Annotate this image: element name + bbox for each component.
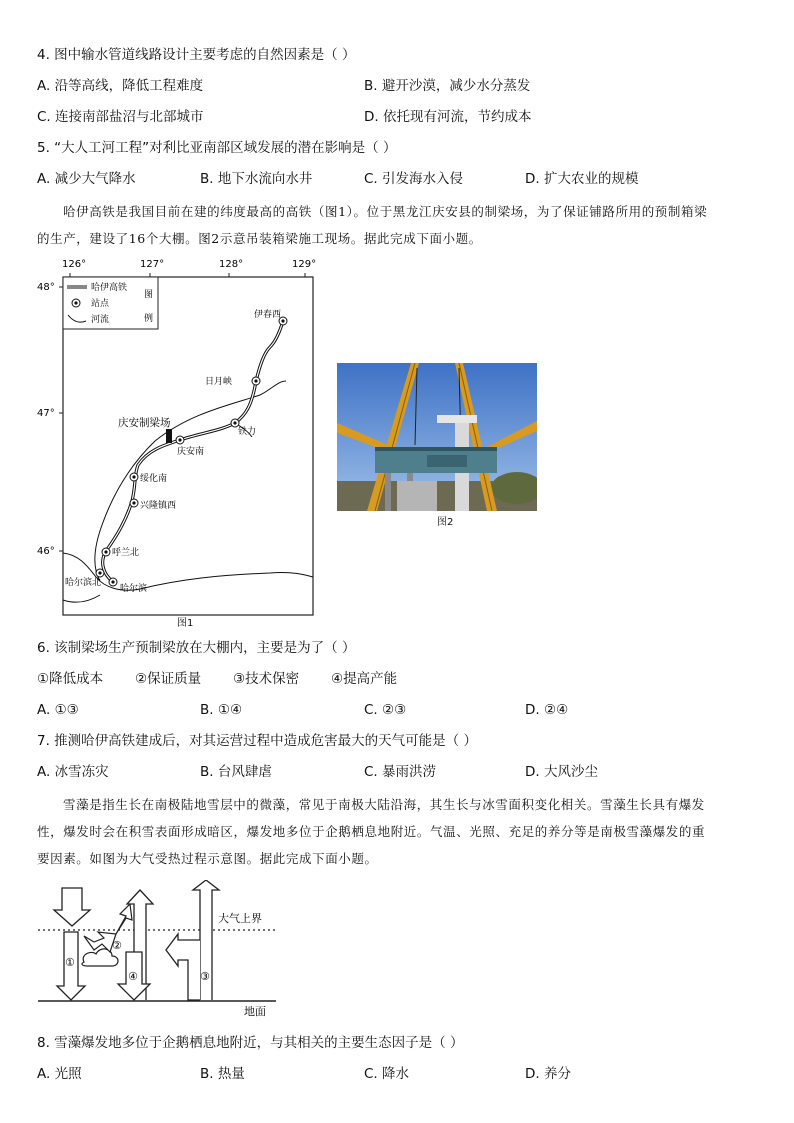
- lon-128-label: 128°: [219, 259, 244, 270]
- q4-stem: 4. 图中输水管道线路设计主要考虑的自然因素是（ ）: [37, 47, 356, 63]
- passage-snow-line2: 性，爆发时会在积雪表面形成暗区，爆发地多位于企鹅栖息地附近。气温、光照、充足的养分等是南极雪藻爆发的重: [37, 824, 706, 839]
- legend-title-1: 图: [144, 290, 154, 300]
- station-haerbinbei: [96, 569, 104, 577]
- legend-river-label: 河流: [91, 315, 110, 325]
- station-riyuexia: [252, 377, 260, 385]
- station-suihuanan: [130, 473, 138, 481]
- q5-option-a: A. 减少大气降水: [37, 171, 136, 187]
- station-riyuexia-label: 日月峡: [205, 377, 233, 387]
- q4-option-d: D. 依托现有河流，节约成本: [364, 109, 532, 125]
- q6-option-b: B. ①④: [200, 702, 243, 718]
- q6-option-d: D. ②④: [525, 702, 569, 718]
- incoming-solar-arrow: [54, 888, 90, 926]
- legend-title-2: 例: [144, 314, 154, 324]
- passage-rail-line2: 的生产，建设了16个大棚。图2示意吊装箱梁施工现场。据此完成下面小题。: [37, 231, 482, 246]
- q6-item-2: ②保证质量: [135, 671, 202, 687]
- atmosphere-heating-diagram: [30, 880, 290, 1020]
- q5-option-c: C. 引发海水入侵: [364, 171, 464, 187]
- station-haerbinbei-label: 哈尔滨北: [65, 578, 102, 588]
- q8-option-a: A. 光照: [37, 1066, 82, 1082]
- q7-option-d: D. 大风沙尘: [525, 764, 598, 780]
- station-xinglongzhenxi: [130, 499, 138, 507]
- q4-option-b: B. 避开沙漠，减少水分蒸发: [364, 78, 531, 94]
- lon-129-label: 129°: [292, 259, 317, 270]
- q6-item-1: ①降低成本: [37, 671, 104, 687]
- station-suihuanan-label: 绥化南: [140, 474, 168, 484]
- station-xinglongzhenxi-label: 兴隆镇西: [140, 501, 177, 511]
- arrow-1-label: ①: [65, 956, 75, 969]
- station-yichunxi-label: 伊春西: [254, 310, 282, 320]
- q8-option-c: C. 降水: [364, 1066, 410, 1082]
- q5-stem: 5. “大人工河工程”对利比亚南部区域发展的潜在影响是（ ）: [37, 140, 397, 156]
- q8-stem: 8. 雪藻爆发地多位于企鹅栖息地附近，与其相关的主要生态因子是（ ）: [37, 1035, 464, 1051]
- top-of-atmosphere-label: 大气上界: [218, 912, 262, 925]
- q7-option-c: C. 暴雨洪涝: [364, 764, 437, 780]
- station-haerbin-label: 哈尔滨: [120, 584, 148, 594]
- ground-label: 地面: [244, 1005, 266, 1018]
- lon-126-label: 126°: [62, 259, 87, 270]
- q6-option-a: A. ①③: [37, 702, 79, 718]
- q4-option-a: A. 沿等高线，降低工程难度: [37, 78, 204, 94]
- beam-plant-label: 庆安制梁场: [118, 417, 171, 429]
- lon-127-label: 127°: [140, 259, 165, 270]
- passage-snow-line3: 要因素。如图为大气受热过程示意图。据此完成下面小题。: [37, 851, 378, 866]
- arrow-3-label: ③: [200, 970, 210, 983]
- crane-photo-illustration: [337, 363, 537, 511]
- rail-map-figure: [30, 255, 330, 625]
- passage-rail-line1: 哈伊高铁是我国目前在建的纬度最高的高铁（图1）。位于黑龙江庆安县的制梁场，为了保证铺路所用的预制箱梁: [63, 204, 708, 219]
- lat-47-label: 47°: [37, 408, 55, 419]
- q8-option-d: D. 养分: [525, 1066, 571, 1082]
- legend-station-label: 站点: [91, 299, 110, 309]
- station-haerbin: [109, 578, 117, 586]
- beam-plant-marker: [166, 429, 172, 443]
- station-tieli-label: 铁力: [238, 427, 257, 437]
- q6-option-c: C. ②③: [364, 702, 407, 718]
- q7-option-a: A. 冰雪冻灾: [37, 764, 109, 780]
- station-tieli: [231, 419, 239, 427]
- lat-46-label: 46°: [37, 546, 55, 557]
- arrow-4-label: ④: [128, 970, 138, 983]
- legend-rail-label: 哈伊高铁: [91, 283, 128, 293]
- q5-option-b: B. 地下水流向水井: [200, 171, 313, 187]
- arrow-2-label: ②: [112, 939, 122, 952]
- q7-option-b: B. 台风肆虐: [200, 764, 272, 780]
- q6-item-4: ④提高产能: [331, 671, 398, 687]
- station-qingannan: [176, 436, 184, 444]
- q5-option-d: D. 扩大农业的规模: [525, 171, 639, 187]
- figure2-caption: 图2: [437, 517, 454, 528]
- q6-stem: 6. 该制梁场生产预制梁放在大棚内，主要是为了（ ）: [37, 640, 356, 656]
- q4-option-c: C. 连接南部盐沼与北部城市: [37, 109, 204, 125]
- passage-snow-algae: [37, 791, 757, 872]
- passage-snow-line1: 雪藻是指生长在南极陆地雪层中的微藻，常见于南极大陆沿海，其生长与冰雪面积变化相关。雪藻生长具有爆发: [63, 797, 705, 812]
- figure1-caption: 图1: [177, 618, 194, 629]
- crane-photo: [337, 363, 537, 511]
- q6-item-3: ③技术保密: [233, 671, 300, 687]
- station-hulanbei: [102, 548, 110, 556]
- lat-48-label: 48°: [37, 282, 55, 293]
- station-qingannan-label: 庆安南: [177, 447, 205, 457]
- q7-stem: 7. 推测哈伊高铁建成后，对其运营过程中造成危害最大的天气可能是（ ）: [37, 733, 477, 749]
- station-hulanbei-label: 呼兰北: [112, 548, 140, 558]
- passage-rail: [37, 198, 757, 252]
- river-branch: [63, 595, 100, 602]
- q8-option-b: B. 热量: [200, 1066, 245, 1082]
